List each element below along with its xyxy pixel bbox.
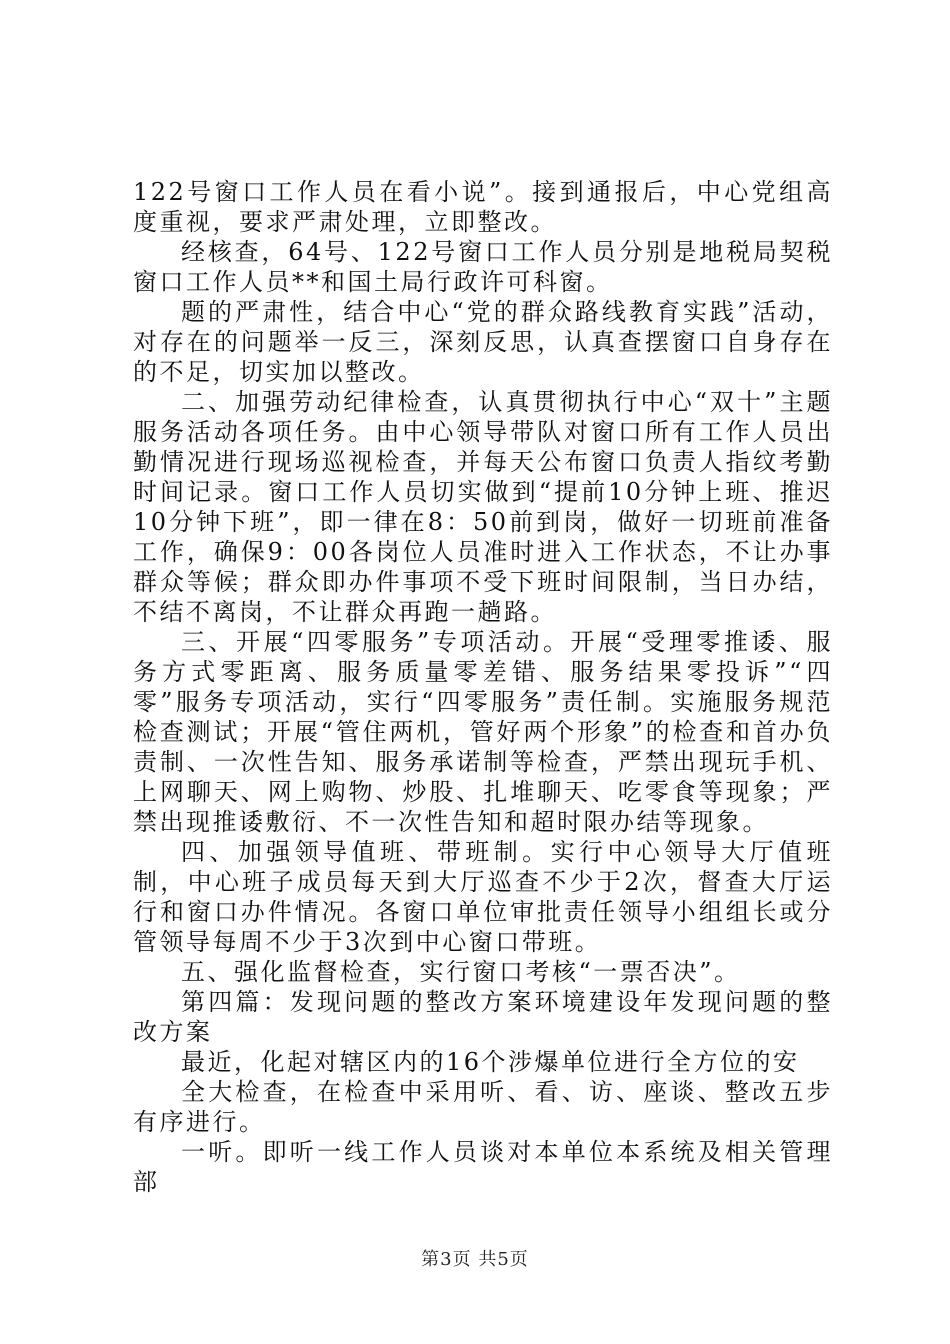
paragraph-section-two: 二、加强劳动纪律检查，认真贯彻执行中心“双十”主题服务活动各项任务。由中心领导带队对窗口所有工作人员出勤情况进行现场巡视检查，并每天公布窗口负责人指纹考勤时间记录。窗口工作人员切实做到“提前10分钟上班、推迟10分钟下班”，即一律在8：50前到岗，做好一切班前准备工作，确保9：00各岗位人员准时进入工作状态，不让办事群众等候；群众即办件事项不受下班时间限制，当日办结，不结不离岗，不让群众再跑一趟路。 bbox=[133, 388, 833, 626]
paragraph-intro: 最近，化起对辖区内的16个涉爆单位进行全方位的安 bbox=[181, 1048, 800, 1076]
paragraph-3: 题的严肃性，结合中心“党的群众路线教育实践”活动，对存在的问题举一反三，深刻反思，认真查摆窗口自身存在的不足，切实加以整改。 bbox=[133, 298, 833, 386]
paragraph-step-listen: 一听。即听一线工作人员谈对本单位本系统及相关管理部 bbox=[133, 1138, 833, 1196]
paragraph-inspection: 全大检查，在检查中采用听、看、访、座谈、整改五步有序进行。 bbox=[133, 1078, 833, 1136]
paragraph-2: 经核查，64号、122号窗口工作人员分别是地税局契税窗口工作人员**和国土局行政许可科窗。 bbox=[133, 238, 833, 296]
page-number: 第3页 共5页 bbox=[421, 1249, 529, 1270]
paragraph-section-five: 五、强化监督检查，实行窗口考核“一票否决”。 bbox=[181, 958, 741, 986]
paragraph-section-four: 四、加强领导值班、带班制。实行中心领导大厅值班制，中心班子成员每天到大厅巡查不少于2次，督查大厅运行和窗口办件情况。各窗口单位审批责任领导小组组长或分管领导每周不少于3次到中心窗口带班。 bbox=[133, 838, 833, 956]
paragraph-section-three: 三、开展“四零服务”专项活动。开展“受理零推诿、服务方式零距离、服务质量零差错、服务结果零投诉”“四零”服务专项活动，实行“四零服务”责任制。实施服务规范检查测试；开展“管住两机，管好两个形象”的检查和首办负责制、一次性告知、服务承诺制等检查，严禁出现玩手机、上网聊天、网上购物、炒股、扎堆聊天、吃零食等现象；严禁出现推诿敷衍、不一次性告知和超时限办结等现象。 bbox=[133, 628, 833, 836]
paragraph-1: 122号窗口工作人员在看小说”。接到通报后，中心党组高度重视，要求严肃处理，立即整改。 bbox=[133, 178, 833, 236]
chapter-heading: 第四篇：发现问题的整改方案环境建设年发现问题的整改方案 bbox=[133, 988, 833, 1046]
document-body bbox=[133, 177, 833, 1197]
